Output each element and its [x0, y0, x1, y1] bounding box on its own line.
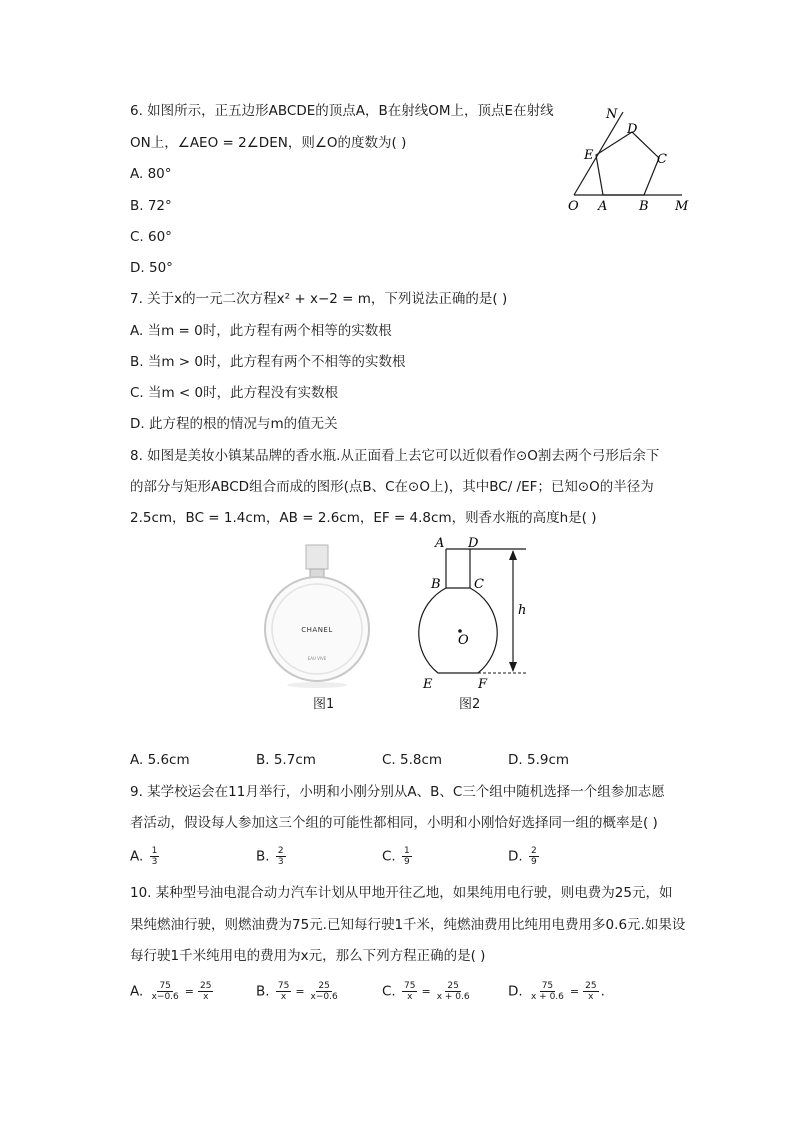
q8-figure2-diagram [408, 530, 538, 695]
q9-c-num: 1 [404, 846, 410, 856]
q6-option-d: D. 50° [130, 260, 173, 276]
q9-c-den: 9 [404, 857, 410, 867]
label-c: C [474, 577, 484, 592]
q10-b-ln: 75 [277, 981, 290, 991]
q7-option-b: B. 当m > 0时，此方程有两个不相等的实数根 [130, 354, 406, 370]
q10-d-ld: x + 0.6 [530, 992, 564, 1002]
q9-b-num: 2 [277, 846, 284, 856]
q10-option-d-letter: D. [508, 983, 523, 1000]
q10-option-a-letter: A. [130, 983, 144, 1000]
label-a: A [598, 199, 608, 214]
q9-line1: 9. 某学校运会在11月举行，小明和小刚分别从A、B、C三个组中随机选择一个组参加志愿 [130, 784, 665, 800]
q8-line2: 的部分与矩形ABCD组合而成的图形(点B、C在⊙O上)，其中BC/ /EF；已知⊙O的半径为 [130, 479, 654, 495]
q9-d-num: 2 [530, 846, 537, 856]
q8-option-c: C. 5.8cm [382, 752, 443, 768]
q9-d-den: 9 [530, 857, 537, 867]
q10-option-d [508, 981, 605, 1002]
q9-option-c [382, 846, 414, 867]
q9-option-d [508, 846, 541, 867]
q9-option-d-fraction [529, 846, 539, 867]
q8-option-d: D. 5.9cm [508, 752, 570, 768]
q9-option-a-fraction [150, 846, 160, 867]
q6-option-c: C. 60° [130, 229, 172, 245]
q8-option-b: B. 5.7cm [256, 752, 316, 768]
q10-d-right-fraction [583, 981, 598, 1002]
q10-c-left-fraction [402, 981, 417, 1002]
label-f: F [478, 677, 488, 692]
q9-option-c-fraction [402, 846, 412, 867]
q8-fig2-caption: 图2 [459, 697, 481, 712]
arrowhead-top [509, 550, 517, 560]
q8-figure1-perfume-bottle [258, 540, 378, 690]
label-b: B [431, 577, 441, 592]
q10-a-left-fraction [150, 981, 181, 1002]
bottle-brand-text: CHANEL [301, 626, 333, 634]
q10-option-a [130, 981, 215, 1002]
q9-a-den: 3 [151, 857, 158, 867]
q10-a-right-fraction [198, 981, 213, 1002]
bottle-shadow [287, 682, 347, 688]
q9-option-a-letter: A. [130, 848, 144, 865]
q8-line1: 8. 如图是美妆小镇某品牌的香水瓶.从正面看上去它可以近似看作⊙O割去两个弓形后余下 [130, 448, 660, 464]
q10-b-ld: x [280, 992, 287, 1002]
q10-d-equals: = [569, 984, 580, 998]
q10-option-c-letter: C. [382, 983, 396, 1000]
q10-c-ld: x [407, 992, 413, 1002]
q9-a-num: 1 [151, 846, 158, 856]
q10-d-left-fraction [529, 981, 566, 1002]
q10-a-ld: x−0.6 [151, 992, 179, 1002]
label-e: E [423, 677, 433, 692]
q6-line2: ON上，∠AEO = 2∠DEN，则∠O的度数为( ) [130, 135, 407, 151]
label-m: M [675, 199, 689, 214]
q9-b-den: 3 [277, 857, 284, 867]
label-b: B [639, 199, 649, 214]
q10-option-c [382, 981, 474, 1002]
q9-option-b [256, 846, 288, 867]
label-a: A [435, 536, 445, 551]
q10-line1: 10. 某种型号油电混合动力汽车计划从甲地开往乙地，如果纯用电行驶，则电费为25元，如 [130, 885, 673, 901]
q10-line3: 每行驶1千米纯用电的费用为x元，那么下列方程正确的是( ) [130, 948, 486, 964]
label-o: O [568, 199, 579, 214]
q10-c-rd: x + 0.6 [436, 992, 470, 1002]
q10-b-right-fraction [309, 981, 340, 1002]
q6-line1: 6. 如图所示，正五边形ABCDE的顶点A，B在射线OM上，顶点E在射线 [130, 103, 554, 119]
label-e: E [584, 148, 594, 163]
q10-option-b-letter: B. [256, 983, 270, 1000]
q9-option-a [130, 846, 161, 867]
q10-b-rd: x−0.6 [310, 992, 338, 1002]
label-h: h [518, 603, 527, 618]
q9-option-d-letter: D. [508, 848, 523, 865]
label-c: C [657, 152, 667, 167]
label-d: D [468, 536, 479, 551]
q10-a-ln: 75 [159, 981, 171, 991]
q10-d-ln: 75 [541, 981, 554, 991]
q10-d-tail: . [600, 983, 605, 1000]
q10-c-rn: 25 [447, 981, 459, 991]
bottle-sub-text: EAU VIVE [307, 656, 327, 661]
q10-a-equals: = [184, 984, 194, 998]
q10-a-rd: x [203, 992, 209, 1002]
label-o: O [458, 633, 469, 648]
q10-a-rn: 25 [200, 981, 212, 991]
q9-option-c-letter: C. [382, 848, 396, 865]
q10-d-rd: x [588, 992, 594, 1002]
q6-pentagon-figure [560, 100, 700, 215]
label-d: D [627, 122, 638, 137]
q8-line3: 2.5cm，BC = 1.4cm，AB = 2.6cm，EF = 4.8cm，则香水瓶的高度h是( ) [130, 510, 597, 526]
bottle-cap [306, 545, 328, 569]
q6-option-b: B. 72° [130, 198, 172, 214]
q10-option-b [256, 981, 342, 1002]
q7-option-c: C. 当m < 0时，此方程没有实数根 [130, 385, 339, 401]
q10-c-ln: 75 [404, 981, 416, 991]
q10-b-left-fraction [276, 981, 291, 1002]
q10-c-right-fraction [435, 981, 472, 1002]
q8-option-a: A. 5.6cm [130, 752, 190, 768]
q9-line2: 者活动，假设每人参加这三个组的可能性都相同，小明和小刚恰好选择同一组的概率是( ) [130, 815, 658, 831]
q8-fig1-caption: 图1 [313, 697, 335, 712]
q10-b-rn: 25 [318, 981, 330, 991]
q10-b-equals: = [295, 984, 305, 998]
q9-option-b-fraction [276, 846, 286, 867]
q7-option-a: A. 当m = 0时，此方程有两个相等的实数根 [130, 323, 392, 339]
q6-option-a: A. 80° [130, 166, 172, 182]
q10-c-equals: = [421, 984, 431, 998]
label-n: N [606, 107, 618, 122]
q10-d-rn: 25 [585, 981, 597, 991]
circle-o-with-segments [419, 588, 497, 673]
q10-line2: 果纯燃油行驶，则燃油费为75元.已知每行驶1千米，纯燃油费用比纯用电费用多0.6元.如果设 [130, 917, 686, 933]
q7-option-d: D. 此方程的根的情况与m的值无关 [130, 416, 338, 432]
arrowhead-bottom [509, 662, 517, 672]
q7-stem: 7. 关于x的一元二次方程x² + x−2 = m，下列说法正确的是( ) [130, 291, 508, 307]
q9-option-b-letter: B. [256, 848, 270, 865]
